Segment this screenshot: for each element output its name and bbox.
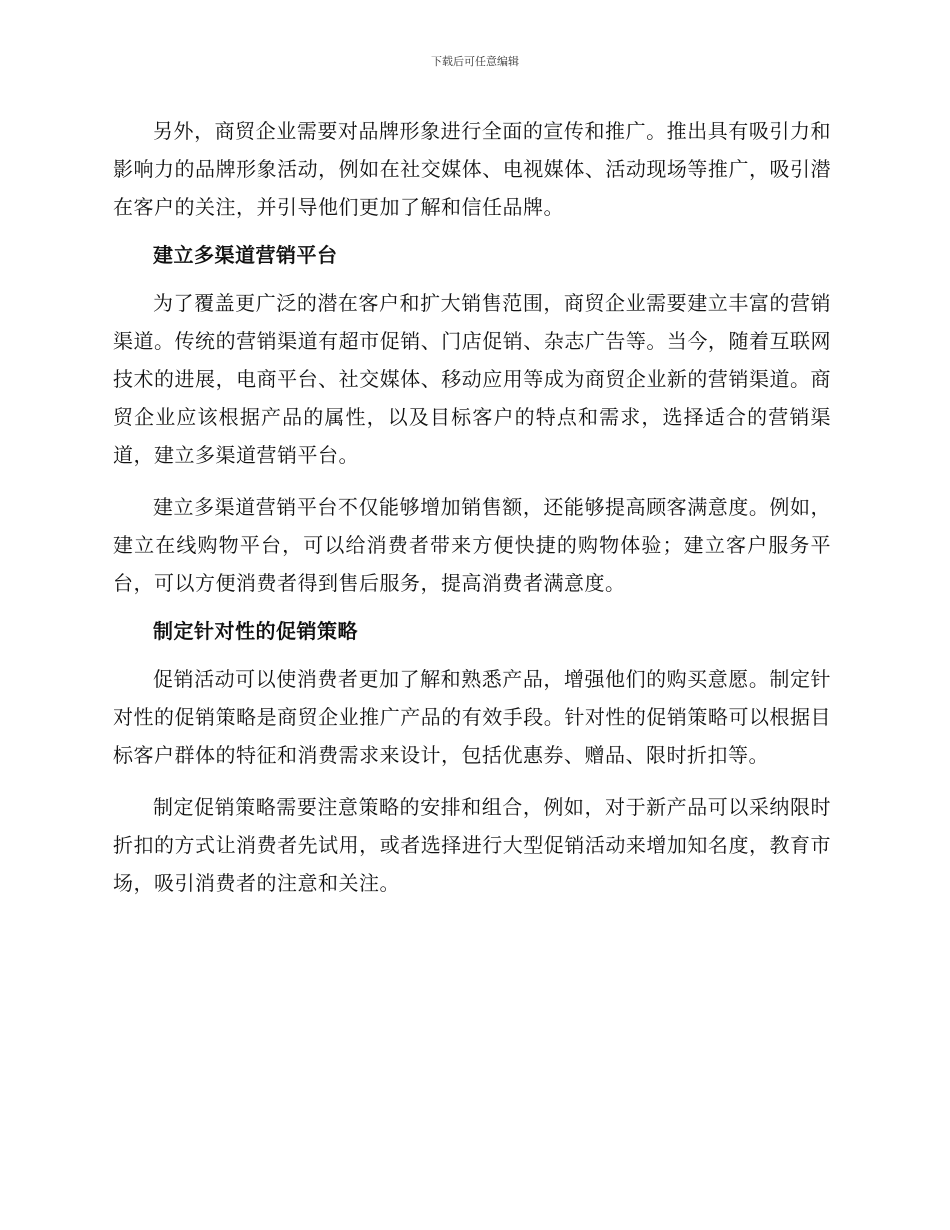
- spacer: [113, 474, 831, 488]
- page-header: 下载后可任意编辑: [431, 55, 519, 68]
- paragraph-strategy-combination: 制定促销策略需要注意策略的安排和组合，例如，对于新产品可以采纳限时折扣的方式让消费者先试用，或者选择进行大型促销活动来增加知名度，教育市场，吸引消费者的注意和关注。: [113, 795, 831, 895]
- spacer: [113, 774, 831, 788]
- paragraph-promotion-activities: 促销活动可以使消费者更加了解和熟悉产品，增强他们的购买意愿。制定针对性的促销策略是商贸企业推广产品的有效手段。针对性的促销策略可以根据目标客户群体的特征和消费需求来设计，包括优惠券、赠品、限时折扣等。: [113, 667, 831, 767]
- section-heading-promotion-strategy: 制定针对性的促销策略: [153, 619, 358, 643]
- spacer: [113, 226, 831, 236]
- paragraph-brand-promotion: 另外，商贸企业需要对品牌形象进行全面的宣传和推广。推出具有吸引力和影响力的品牌形象活动，例如在社交媒体、电视媒体、活动现场等推广，吸引潜在客户的关注，并引导他们更加了解和信任品牌。: [113, 119, 831, 219]
- document-body: [113, 112, 831, 902]
- paragraph-marketing-channels: 为了覆盖更广泛的潜在客户和扩大销售范围，商贸企业需要建立丰富的营销渠道。传统的营销渠道有超市促销、门店促销、杂志广告等。当今，随着互联网技术的进展，电商平台、社交媒体、移动应用等成为商贸企业新的营销渠道。商贸企业应该根据产品的属性，以及目标客户的特点和需求，选择适合的营销渠道，建立多渠道营销平台。: [113, 291, 831, 467]
- section-heading-multichannel: 建立多渠道营销平台: [153, 243, 338, 267]
- spacer: [113, 650, 831, 660]
- spacer: [113, 602, 831, 612]
- paragraph-platform-benefits: 建立多渠道营销平台不仅能够增加销售额，还能够提高顾客满意度。例如，建立在线购物平台，可以给消费者带来方便快捷的购物体验；建立客户服务平台，可以方便消费者得到售后服务，提高消费者满意度。: [113, 495, 831, 595]
- spacer: [113, 274, 831, 284]
